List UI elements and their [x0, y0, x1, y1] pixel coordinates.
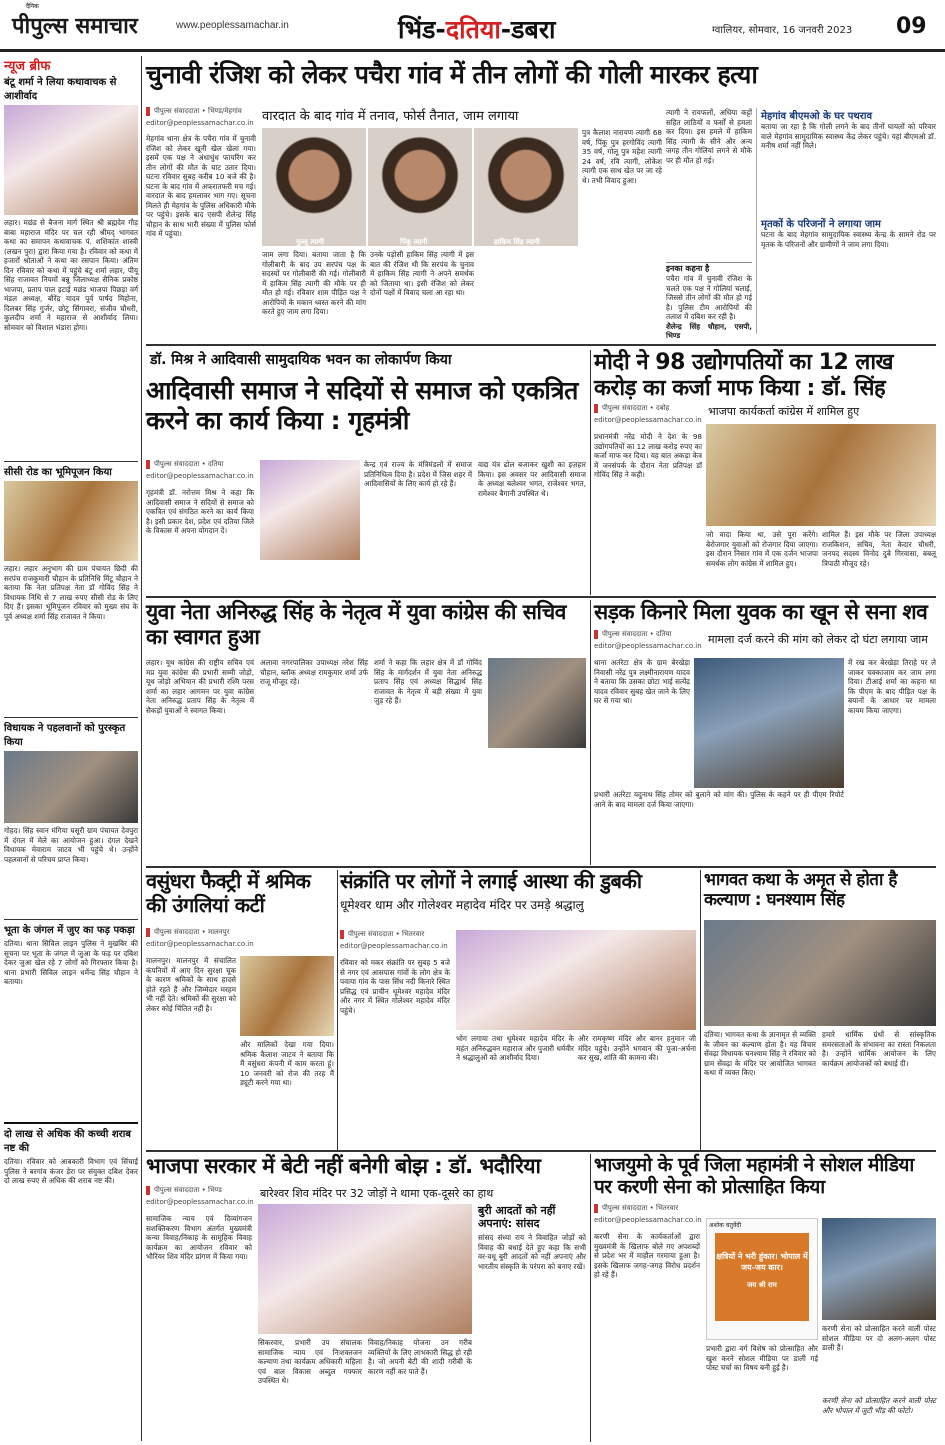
story-body: दतिया। भागवत कथा के ज्ञानामृत से व्यक्ति के जीवन का कल्याण होता है। यह विचार सेंवढ़ा विधायक घनश्याम सिंह ने रविवार को ग्राम सेंवढ़ा के मंदिर पर आयोजित भागवत कथा में व्यक्त किए।	[704, 1030, 816, 1077]
column-divider	[590, 600, 591, 865]
story-headline: वसुंधरा फैक्ट्री में श्रमिक की उंगलियां कटीं	[146, 869, 311, 917]
dateline: ग्वालियर, सोमवार, 16 जनवरी 2023	[712, 25, 853, 36]
column-divider	[700, 870, 701, 1150]
rally-photo	[822, 1218, 936, 1320]
sub-story-head: बुरी आदतों को नहीं अपनाएं: सांसद	[478, 1204, 556, 1231]
story-body: मालनपुर। मालनपुर में संचालित कंपनियों में आए दिन सुरक्षा चूक के कारण श्रमिकों के साथ हादसे होते रहते हैं और जिम्मेदार मरहम भी नहीं देते। श्रमिकों की सुरक्षा को लेकर कोई चिंतित नहीं है।	[146, 956, 236, 1013]
brief-title: विधायक ने पहलवानों को पुरस्कृत किया	[4, 717, 138, 748]
quote-author: शैलेन्द्र सिंह चौहान, एसपी, भिण्ड	[666, 321, 752, 340]
email[interactable]: editor@peoplessamachar.co.in	[146, 1198, 254, 1206]
column-divider	[590, 1154, 591, 1442]
story-body: लहार। यूथ कांग्रेस की राष्ट्रीय सचिव एवं मप्र युवा कांग्रेस की प्रभारी सम्मी जोड़ो, यूथ जोड़ो अभियान की प्रभारी रश्मि परस शर्मा का लहार आगमन पर युवा कांग्रेस नेता अनिरुद्ध प्रताप सिंह के नेतृत्व में सैकड़ों युवाओं ने स्वागत किया।	[146, 658, 254, 715]
story-headline: युवा नेता अनिरुद्ध सिंह के नेतृत्व में युवा कांग्रेस की सचिव का स्वागत हुआ	[146, 600, 566, 649]
story-subhead: मामला दर्ज करने की मांग को लेकर दो घंटा लगाया जाम	[708, 633, 928, 646]
story-body: वाद्य यंत्र ढोल बजाकर खुशी का इज़हार किया। इस अवसर पर आदिवासी समाज के अध्यक्ष बलेश्वर भगत, राजेश्वर भगत, रामेश्वर बैगानी उपस्थित थे।	[478, 460, 586, 498]
victim-photo	[368, 128, 472, 246]
story-headline: आदिवासी समाज ने सदियों से समाज को एकत्रित करने का कार्य किया : गृहमंत्री	[146, 376, 578, 435]
story-body: हमारे धार्मिक ग्रंथों से सांस्कृतिक समरसताओं के संभावना का रास्ता निकलता है। उन्होंने धार्मिक आयोजन के लिए कार्यक्रम आयोजकों को बधाई दी।	[822, 1030, 936, 1068]
post-text: क्षत्रियों ने भरी हुंकार। भोपाल में जय-जय कार।	[716, 1252, 808, 1272]
masthead	[0, 0, 945, 52]
story-photo	[240, 956, 334, 1036]
story-body: प्रभारी द्वारा वर्ग विशेष को प्रोत्साहित और खुश करने सोशल मीडिया पर डाली गई पोस्ट चर्चा का विषय बनी हुई है।	[706, 1344, 818, 1372]
story-subhead: धूमेश्वर धाम और गोलेश्वर महादेव मंदिर पर उमड़े श्रद्धालु	[340, 898, 584, 912]
social-post	[706, 1218, 818, 1340]
photo-caption: गुल्लू त्यागी	[296, 238, 324, 246]
story-body: सिकरवार, प्रभारी उप संचालक सामाजिक न्याय एवं निःशक्तजन कल्याण तथा कार्यक्रम अधिकारी महिला एवं बाल विकास अब्दुल गफ्फार उपस्थित थे।	[258, 1338, 362, 1385]
page-number: 09	[896, 14, 927, 39]
brief-body: दतिया। रविवार को आबकारी विभाग एवं सिंचाई पुलिस ने बरगांव कंजर डेरा पर संयुक्त दबिश देकर दो लाख रुपए से अधिक की शराब नष्ट की।	[4, 1157, 138, 1185]
email[interactable]: editor@peoplessamachar.co.in	[594, 1216, 702, 1224]
byline: पीपुल्स संवाददाता • भिण्ड/मेहगांव	[146, 107, 256, 116]
byline: पीपुल्स संवाददाता • दतिया	[594, 630, 704, 639]
byline: पीपुल्स संवाददाता • भितरवार	[594, 1204, 704, 1213]
story-body: रविवार को मकर संक्रांति पर सुबह 5 बजे से नगर एवं आसपास गांवों के लोग क्षेत्र के पवाया गांव के पास सिंध नदी किनारे स्थित प्रसिद्ध एवं प्राचीन धूमेश्वर महादेव मंदिर और नगर में स्थित गोलेश्वर महादेव मंदिर पहुंचे।	[340, 958, 450, 1015]
story-body: केन्द्र एवं राज्य के मंत्रिमंडलों में समाज प्रतिनिधित्व दिया है। प्रदेश में जिस शहर में आदिवासियों के लिए कार्य हो रहे हैं।	[364, 460, 472, 488]
photo-caption: हाकिम सिंह त्यागी	[494, 238, 540, 246]
email[interactable]: editor@peoplessamachar.co.in	[146, 119, 254, 127]
column-divider	[590, 350, 591, 595]
column-divider	[141, 56, 142, 1441]
story-photo	[704, 920, 936, 1026]
story-body: जाम लगा दिया। बताया जाता है कि गोलीबारी के बाद उप सरपंच पक्ष के सदस्यों पर गोलीबारी की गई। गोलीबारी में हाकिम सिंह त्यागी की मौके पर ही मौत हो गई। रविवार शाम पीड़ित पक्ष ने आरोपियों के मकान ध्वस्त करने की मांग करते हुए जाम लगा दिया।	[262, 250, 366, 316]
story-subhead: बारेश्वर शिव मंदिर पर 32 जोड़ों ने थामा एक-दूसरे का हाथ	[260, 1187, 494, 1200]
story-body: उनके पड़ोसी हाकिम सिंह त्यागी में इस बात की रंजिश थी कि सरपंच के चुनाव में हाकिम सिंह त्यागी ने अपने समर्थक को जिताया था। इसी रंजिश को लेकर दोनों पक्षों में विवाद चला आ रहा था।	[370, 250, 474, 297]
sidebar-box	[756, 108, 936, 334]
story-photo	[488, 658, 586, 748]
section-divider	[146, 1150, 936, 1152]
story-headline: भागवत कथा के अमृत से होता है कल्याण : घनश्याम सिंह	[704, 870, 897, 911]
story-body: शामिल हैं। इस मौके पर जिला उपाध्यक्ष राजकिशन, सचिव, नेता केदार चौधरी, जनपद सदस्य विनोद दुबे गिरवासा, बबलू त्रिपाठी मौजूद रहे।	[822, 530, 936, 568]
story-subhead: भाजपा कार्यकर्ता कांग्रेस में शामिल हुए	[708, 405, 860, 418]
story-headline: भाजपा सरकार में बेटी नहीं बनेगी बोझ : डॉ. भदौरिया	[146, 1154, 541, 1178]
story-body: करणी सेना के कार्यकर्ताओं द्वारा मुख्यमंत्री के खिलाफ बोले गए अपशब्दों से प्रदेश भर में माहौल गरमाया हुआ है। इसके खिलाफ जगह-जगह विरोध प्रदर्शन हो रहे हैं।	[594, 1232, 700, 1279]
story-headline: सड़क किनारे मिला युवक का खून से सना शव	[594, 600, 928, 624]
sidebar-head: मेहगांव बीएमओ के घर पथराव	[761, 111, 873, 122]
story-subhead: वारदात के बाद गांव में तनाव, फोर्स तैनात, जाम लगाया	[262, 109, 519, 124]
photo-caption: पिंकू त्यागी	[400, 238, 428, 246]
story-photo	[456, 930, 696, 1030]
story-headline: भाजयुमो के पूर्व जिला महामंत्री ने सोशल मीडिया पर करणी सेना को प्रोत्साहित किया	[594, 1154, 914, 1199]
story-body: मेहगांव थाना क्षेत्र के पचैरा गांव में चुनावी रंजिश को लेकर खूनी खेल खेला गया। इसमें एक पक्ष ने अंधाधुंध फायरिंग कर तीन लोगों की मौत के घाट उतार दिया। घटना रविवार सुबह करीब 10 बजे की है। घटना के बाद गांव में अफरातफरी मच गई। वारदात के बाद हमलावर भाग गए। सूचना मिलते ही मेहगांव के पुलिस अधिकारी मौके पर पहुंचे। इसके बाद एसपी शैलेन्द्र सिंह चौहान के साथ भारी संख्या में पुलिस फोर्स गांव में पहुंचा।	[146, 134, 256, 238]
post-tag: जय श्री राम	[747, 1281, 777, 1289]
brief-photo	[4, 481, 138, 561]
news-brief-label: न्यूज ब्रीफ	[4, 59, 51, 74]
quote-box	[666, 262, 752, 340]
email[interactable]: editor@peoplessamachar.co.in	[340, 942, 448, 950]
sub-story-body: सांसद संध्या राय ने विवाहित जोड़ों को विवाह की बधाई देते हुए कहा कि सभी वर-वधू बुरी आदतों को नहीं अपनाएं और भारतीय संस्कृति के परंपरा को बनाए रखें।	[478, 1233, 586, 1271]
story-photo	[260, 460, 360, 560]
brief-title: दो लाख से अधिक की कच्ची शराब नष्ट की	[4, 1122, 138, 1154]
brief-title: भूता के जंगल में जुए का फड़ पकड़ा	[4, 919, 138, 936]
story-body: भोग लगाया तथा धूमेश्वर महादेव मंदिर के महंत अनिरुद्धवन महाराज और पुजारी धर्मवीर ने श्रद्धालुओं को आशीर्वाद दिया।	[456, 1034, 574, 1062]
post-caption: करणी सेना को प्रोत्साहित करने वाली पोस्ट सोशल मीडिया पर दो अलग-अलग पोस्ट डाली हैं।	[822, 1324, 936, 1352]
quote-text: पचैरा गांव में चुनावी रंजिश के चलते एक पक्ष ने गोलियां चलाई, जिससे तीन लोगों की मौत हो गई है। पुलिस टीम आरोपियों की तलाश में दबिश कर रही है।	[666, 274, 752, 321]
section-divider	[146, 596, 936, 598]
story-kicker: डॉ. मिश्र ने आदिवासी सामुदायिक भवन का लोकार्पण किया	[150, 352, 452, 368]
story-body: में रख कर बेरखेड़ा तिराहे पर ले जाकर चक्काजाम कर जाम लगा दिया। टीआई शर्मा का कहना था कि पीएम के बाद पीड़ित पक्ष के बयानों के आधार पर मामला कायम किया जाएगा।	[848, 658, 936, 715]
news-brief-column	[4, 56, 138, 1441]
byline: पीपुल्स संवाददाता • दतिया	[146, 460, 256, 469]
story-photo	[706, 424, 936, 526]
story-body: गृहमंत्री डॉ. नरोत्तम मिश्र ने कहा कि आदिवासी समाज ने सदियों से समाज को एकत्रित एवं संगठित करने का कार्य किया है। इसी प्रकार देश, प्रदेश एवं दतिया जिले के विकास में अपना योगदान दें।	[146, 488, 254, 535]
section-divider	[146, 866, 936, 868]
story-headline: चुनावी रंजिश को लेकर पचैरा गांव में तीन लोगों की गोली मारकर हत्या	[146, 60, 758, 89]
post-image	[715, 1233, 809, 1321]
newspaper-logo: दैनिक पीपुल्स समाचार	[12, 3, 138, 39]
byline: पीपुल्स संवाददाता • भिण्ड	[146, 1186, 256, 1195]
story-body: सामाजिक न्याय एवं दिव्यांगजन सशक्तिकरण विभाग अंतर्गत मुख्यमंत्री कन्या विवाह/निकाह के सामूहिक विवाह कार्यक्रम का आयोजन रविवार को भौरिंयर शिव मंदिर प्रांगण में किया गया।	[146, 1214, 252, 1261]
sidebar-body: घटना के बाद मेहगांव सामुदायिक स्वास्थ्य केन्द्र के सामने रोड पर मृतक के परिजनों और ग्रामीणों ने जाम लगा दिया।	[761, 230, 936, 249]
story-body: विवाह/निकाह योजना उन गरीब व्यक्तियों के लिए लाभकारी सिद्ध हो रही है। जो अपनी बेटी की शादी गरीबी के कारण नहीं कर पाते हैं।	[368, 1338, 472, 1376]
story-headline: मोदी ने 98 उद्योगपतियों का 12 लाख करोड़ का कर्जा माफ किया : डॉ. सिंह	[594, 350, 894, 401]
sidebar-body: बताया जा रहा है कि गोली लगने के बाद तीनों घायलों को परिवार वाले मेहगांव सामुदायिक स्वास्थ्य केंद्र लेकर पहुंचे। यहां बीएमओ डॉ. मनीष शर्मा नहीं मिले।	[761, 122, 936, 150]
story-body: थाना अतंरेटा क्षेत्र के ग्राम बेरखेड़ा निवासी नरेंद्र पुत्र लक्ष्मीनारायण यादव ने बताया कि उसका छोटा भाई सत्येंद्र यादव रविवार सुबह खेत जाने के लिए घर से गया था।	[594, 658, 690, 705]
story-photo	[258, 1204, 472, 1334]
email[interactable]: editor@peoplessamachar.co.in	[594, 642, 702, 650]
brief-body: दतिया। थाना सिविल लाइन पुलिस ने मुखबिर की सूचना पर भूता के जंगल में जुआ के फड़ पर दबिश देकर जुआ खेल रहे 7 लोगों को गिरफ्तार किया है। थाना प्रभारी सिविल लाइन धर्मेन्द्र सिंह चौहान ने बताया।	[4, 939, 138, 986]
email[interactable]: editor@peoplessamachar.co.in	[146, 472, 254, 480]
story-body: और रामकृष्ण मंदिर और बानर हनुमान जी मंदिर पहुंचे। उन्होंने भगवान की पूजा-अर्चना कर सुख, शांति की कामना की।	[578, 1034, 696, 1062]
story-headline: संक्रांति पर लोगों ने लगाई आस्था की डुबकी	[340, 869, 642, 893]
sub-story-box	[478, 1204, 586, 1439]
sidebar-head: मृतकों के परिजनों ने लगाया जाम	[761, 219, 881, 230]
brief-body: गोहद। सिंह स्वान मंगिया घसूरी ग्राम पंचायत देवपुरा में दंगल में मेले का आयोजन हुआ। दंगल देखने विधायक मेवाराम जाटव भी पहुंचे थे। उन्होंने पहलवानों से परिचय प्राप्त किया।	[4, 826, 138, 864]
brief-body: लहार। लहार अनुभाग की ग्राम पंचायत छिदी की सरपंच राजकुमारी चौहान के प्रतिनिधि मिंटू चौहान ने बताया कि नेता प्रतिपक्ष नेता डॉ गोविंद सिंह ने विधायक निधि से 7 लाख रुपए सीसी रोड के लिए दिए हैं। इसका भूमिपूजन रविवार को मुख्य संघ के पूर्व अध्यक्ष शर्मा सिंह राजावत ने किया।	[4, 564, 138, 621]
section-title: भिंड-दतिया-डबरा	[398, 15, 556, 44]
story-body: जो वादा किया था, उसे पूरा करेंगे। बेरोजगार युवाओं को रोजगार दिया जाएगा। इस दौरान निसार गांव में एक दर्जन भाजपा समर्थक लोग कांग्रेस में शामिल हुए।	[706, 530, 818, 568]
story-body: प्रधानमंत्री नरेंद्र मोदी ने देश के 98 उद्योगपतियों का 12 लाख करोड़ रुपए का कर्जा माफ कर दिया। यह बात अकड़ा केत्र में जनसंपर्क के दौरान नेता प्रतिपक्ष डॉ गोविंद सिंह ने कही।	[594, 432, 702, 479]
victim-photo	[262, 128, 366, 246]
victim-photo	[474, 128, 578, 246]
brief-body: लहार। मछंड से बैजना मार्ग स्थित श्री ब्रह्मदेव गौड़ बाबा महाराज मंदिर पर चल रही श्रीमद् भागवत कथा का समापन कथावाचक पं. शशिकांत शास्त्री (लखन पुरा) द्वारा किया गया है। रविवार को कथा में हजारों श्रोताओं ने कथा का रसपान किया। अंतिम दिन रविवार को कथा में पहुंचे बंटू शर्मा लहार, पीयू सिंह राजावत नियमों बन्नू जिलाध्यक्ष सैनिक प्रकोष्ठ भाजपा, प्रताप पाल इटाई मछंड भाजपा पिछड़ा वर्ग मंडल अध्यक्ष, बौरेंद्र यादव पूर्व पार्षद मिहोना, दिलबर सिंह गुर्जर, छोटू सिंगावरा, संजीव चौधरी, कुलदीप शर्मा ने महाराज से आशीर्वाद लिया। सोमवार को विशाल भंडारा होगा।	[4, 218, 138, 332]
quote-title: इनका कहना है	[666, 264, 710, 273]
story-body: और मालिकों देखा गया दिया। श्रमिक कैलाश जाटव ने बताया कि मैं वसुंधरा कंपनी में काम करता हूं। 10 जनवरी को रोज की तरह मैं ड्यूटी करने गया था।	[240, 1040, 334, 1087]
byline: पीपुल्स संवाददाता • भितरवार	[340, 930, 450, 939]
story-body: शर्मा ने कहा कि लहार क्षेत्र में डॉ गोविंद सिंह के मार्गदर्शन में युवा नेता अनिरुद्ध प्रताप सिंह एवं अध्यक्ष सिद्धार्थ सिंह राजावत के नेतृत्व में बड़ी संख्या में युवा जुड़ रहे हैं।	[374, 658, 482, 705]
brief-title: बंटू शर्मा ने लिया कथावाचक से आशीर्वाद	[4, 77, 117, 102]
brief-photo	[4, 751, 138, 823]
photo-caption: करणी सेना को प्रोत्साहित करने वाली पोस्ट और भोपाल में जुटी भीड़ की फोटो।	[822, 1396, 936, 1415]
story-body: पुत्र कैलाश नारायण त्यागी 68 वर्ष, पिंकू पुत्र हरगोविंद त्यागी 35 वर्ष, गोलू पुत्र महेश त्यागी 24 वर्ष, रवि त्यागी, लोकेश त्यागी एक साथ खेत पर जा रहे थे। तभी विवाद हुआ।	[582, 128, 662, 185]
email[interactable]: editor@peoplessamachar.co.in	[594, 416, 702, 424]
story-body: अलावा नगरपालिका उपाध्यक्ष नरेश सिंह चौहान, ब्लॉक अध्यक्ष रामकुमार शर्मा उर्फ राजू मौजूद रहे।	[260, 658, 368, 686]
post-author: अशोक चतुर्वेदी	[709, 1222, 742, 1229]
story-body: त्यागी ने रायफलों, अधिया कट्टों सहित लाठियों व फर्सों से हमला कर दिया। इस हमले में हाकिम सिंह त्यागी के सीने और अन्य जगह तीन गोलियां लगने से मौके पर ही मौत हो गई।	[666, 108, 752, 165]
section-divider	[146, 344, 936, 346]
brief-title: सीसी रोड का भूमिपूजन किया	[4, 461, 138, 478]
brief-photo	[4, 105, 138, 215]
email[interactable]: editor@peoplessamachar.co.in	[146, 940, 254, 948]
column-divider	[337, 870, 338, 1150]
byline: पीपुल्स संवाददाता • दबोह	[594, 404, 704, 413]
website-url[interactable]: www.peoplessamachar.in	[176, 20, 289, 31]
story-photo	[694, 658, 844, 788]
byline: पीपुल्स संवाददाता • मालनपुर	[146, 928, 256, 937]
story-body: प्रभारी अतंरेटा यदुनाथ सिंह तोमर को बुलाने को मांग की। पुलिस के कहने पर ही पीएम रिपोर्ट आने के बाद मामला दर्ज किया जाएगा।	[594, 790, 844, 809]
